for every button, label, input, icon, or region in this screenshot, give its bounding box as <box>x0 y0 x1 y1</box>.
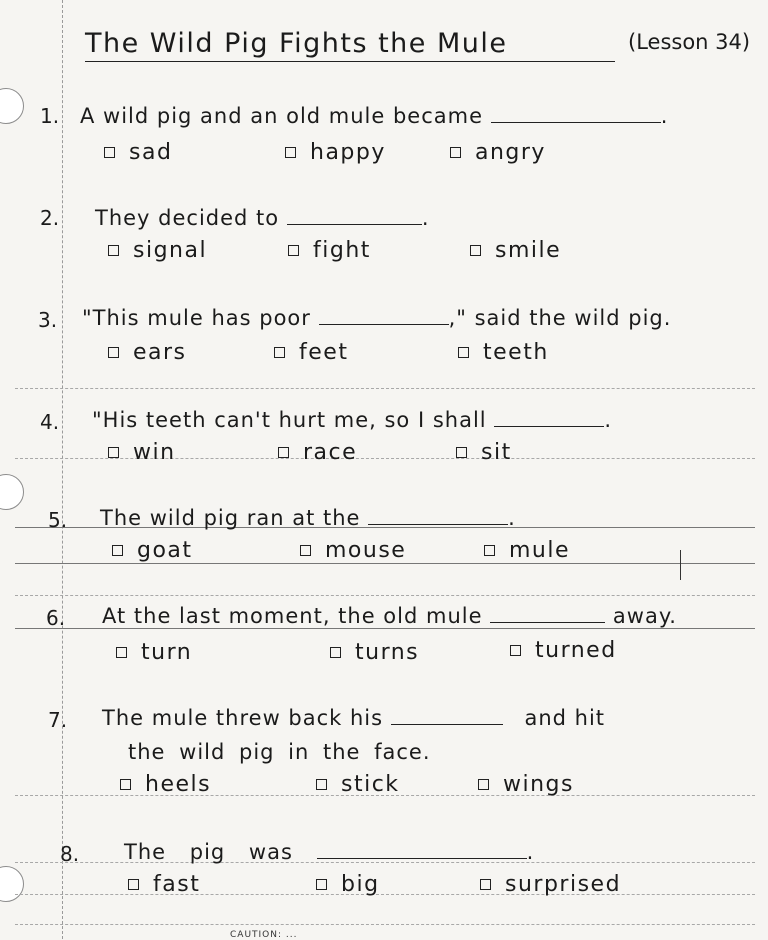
option-label: sad <box>129 140 173 165</box>
question-text <box>80 104 668 128</box>
answer-blank[interactable] <box>391 706 503 725</box>
rule-line <box>15 894 755 895</box>
checkbox-icon[interactable] <box>470 245 481 256</box>
question-stem: The pig was <box>124 840 293 864</box>
question-number: 8. <box>60 842 80 866</box>
footer-caution: CAUTION: ... <box>230 930 298 940</box>
question-number: 1. <box>40 104 60 128</box>
lesson-label: (Lesson 34) <box>628 30 751 54</box>
option-label: signal <box>133 238 208 263</box>
question-stem: "His teeth can't hurt me, so I shall <box>92 408 487 432</box>
pen-mark <box>680 550 681 580</box>
option-label: wings <box>503 772 574 797</box>
option-label: angry <box>475 140 546 165</box>
answer-blank[interactable] <box>319 306 449 325</box>
option-label: happy <box>310 140 386 165</box>
option-label: stick <box>341 772 400 797</box>
checkbox-icon[interactable] <box>274 347 285 358</box>
rule-line <box>15 628 755 629</box>
question-stem: The mule threw back his <box>102 706 384 730</box>
checkbox-icon[interactable] <box>300 545 311 556</box>
checkbox-icon[interactable] <box>285 147 296 158</box>
option-label: feet <box>299 340 349 365</box>
option-label: surprised <box>505 872 622 897</box>
question-text <box>95 206 430 230</box>
checkbox-icon[interactable] <box>108 347 119 358</box>
question-stem: The wild pig ran at the <box>100 506 361 530</box>
question-stem: They decided to <box>95 206 280 230</box>
option-choice[interactable] <box>116 640 192 665</box>
checkbox-icon[interactable] <box>450 147 461 158</box>
option-choice[interactable] <box>330 640 419 665</box>
question-number: 6. <box>46 606 66 630</box>
question-number: 7. <box>48 708 68 732</box>
binder-hole-top <box>0 88 24 124</box>
answer-blank[interactable] <box>287 206 422 225</box>
option-choice[interactable] <box>470 238 561 263</box>
option-label: turned <box>535 638 617 663</box>
option-label: goat <box>137 538 193 563</box>
question-stem: "This mule has poor <box>82 306 311 330</box>
binder-hole-middle <box>0 474 24 510</box>
question-text <box>102 706 605 730</box>
option-label: heels <box>145 772 212 797</box>
checkbox-icon[interactable] <box>316 779 327 790</box>
option-choice[interactable] <box>128 872 200 897</box>
checkbox-icon[interactable] <box>456 447 467 458</box>
checkbox-icon[interactable] <box>316 879 327 890</box>
question-number: 4. <box>40 410 60 434</box>
binder-hole-bottom <box>0 866 24 902</box>
checkbox-icon[interactable] <box>108 245 119 256</box>
option-choice[interactable] <box>108 440 176 465</box>
option-label: race <box>303 440 358 465</box>
option-choice[interactable] <box>104 140 172 165</box>
question-end: away. <box>612 604 677 628</box>
answer-blank[interactable] <box>368 506 508 525</box>
question-text-line2: the wild pig in the face. <box>128 740 431 764</box>
option-label: mouse <box>325 538 407 563</box>
question-text <box>102 604 677 628</box>
rule-line <box>15 563 755 564</box>
option-choice[interactable] <box>484 538 570 563</box>
rule-line <box>15 595 755 596</box>
checkbox-icon[interactable] <box>330 647 341 658</box>
option-choice[interactable] <box>120 772 211 797</box>
checkbox-icon[interactable] <box>112 545 123 556</box>
checkbox-icon[interactable] <box>478 779 489 790</box>
question-stem: At the last moment, the old mule <box>102 604 483 628</box>
option-choice[interactable] <box>278 440 357 465</box>
question-text <box>124 840 534 864</box>
question-end: . <box>421 206 430 230</box>
checkbox-icon[interactable] <box>458 347 469 358</box>
option-label: win <box>133 440 176 465</box>
option-label: mule <box>509 538 571 563</box>
option-label: turn <box>141 640 193 665</box>
answer-blank[interactable] <box>317 840 527 859</box>
option-choice[interactable] <box>450 140 546 165</box>
option-choice[interactable] <box>112 538 193 563</box>
checkbox-icon[interactable] <box>120 779 131 790</box>
option-choice[interactable] <box>285 140 386 165</box>
option-label: big <box>341 872 380 897</box>
answer-blank[interactable] <box>490 604 605 623</box>
margin-line <box>62 0 63 939</box>
question-stem: A wild pig and an old mule became <box>80 104 484 128</box>
question-text <box>82 306 671 330</box>
question-number: 5. <box>48 508 68 532</box>
option-choice[interactable] <box>458 340 549 365</box>
question-end: . <box>526 840 535 864</box>
checkbox-icon[interactable] <box>104 147 115 158</box>
checkbox-icon[interactable] <box>510 645 521 656</box>
question-end: . <box>604 408 612 432</box>
question-number: 2. <box>40 206 60 230</box>
option-label: ears <box>133 340 187 365</box>
checkbox-icon[interactable] <box>480 879 491 890</box>
answer-blank[interactable] <box>494 408 604 427</box>
option-choice[interactable] <box>288 238 371 263</box>
option-choice[interactable] <box>480 872 621 897</box>
option-choice[interactable] <box>510 638 617 663</box>
checkbox-icon[interactable] <box>288 245 299 256</box>
option-label: turns <box>355 640 420 665</box>
option-choice[interactable] <box>300 538 406 563</box>
option-label: teeth <box>483 340 549 365</box>
question-number: 3. <box>38 308 58 332</box>
option-choice[interactable] <box>274 340 348 365</box>
checkbox-icon[interactable] <box>108 447 119 458</box>
option-label: fight <box>313 238 371 263</box>
rule-line <box>15 388 755 389</box>
question-text <box>100 506 516 530</box>
checkbox-icon[interactable] <box>278 447 289 458</box>
option-choice[interactable] <box>478 772 574 797</box>
worksheet-title: The Wild Pig Fights the Mule <box>85 28 615 62</box>
rule-line <box>15 924 755 925</box>
question-end: . <box>508 506 516 530</box>
option-choice[interactable] <box>108 238 207 263</box>
option-label: smile <box>495 238 562 263</box>
option-choice[interactable] <box>316 872 380 897</box>
option-choice[interactable] <box>316 772 400 797</box>
answer-blank[interactable] <box>491 104 661 123</box>
question-end: ," said the wild pig. <box>448 306 672 330</box>
question-end: and hit <box>524 706 606 730</box>
question-end: . <box>660 104 669 128</box>
option-choice[interactable] <box>108 340 187 365</box>
checkbox-icon[interactable] <box>128 879 139 890</box>
option-label: sit <box>481 440 512 465</box>
option-choice[interactable] <box>456 440 512 465</box>
option-label: fast <box>153 872 201 897</box>
checkbox-icon[interactable] <box>116 647 127 658</box>
checkbox-icon[interactable] <box>484 545 495 556</box>
question-text <box>92 408 612 432</box>
